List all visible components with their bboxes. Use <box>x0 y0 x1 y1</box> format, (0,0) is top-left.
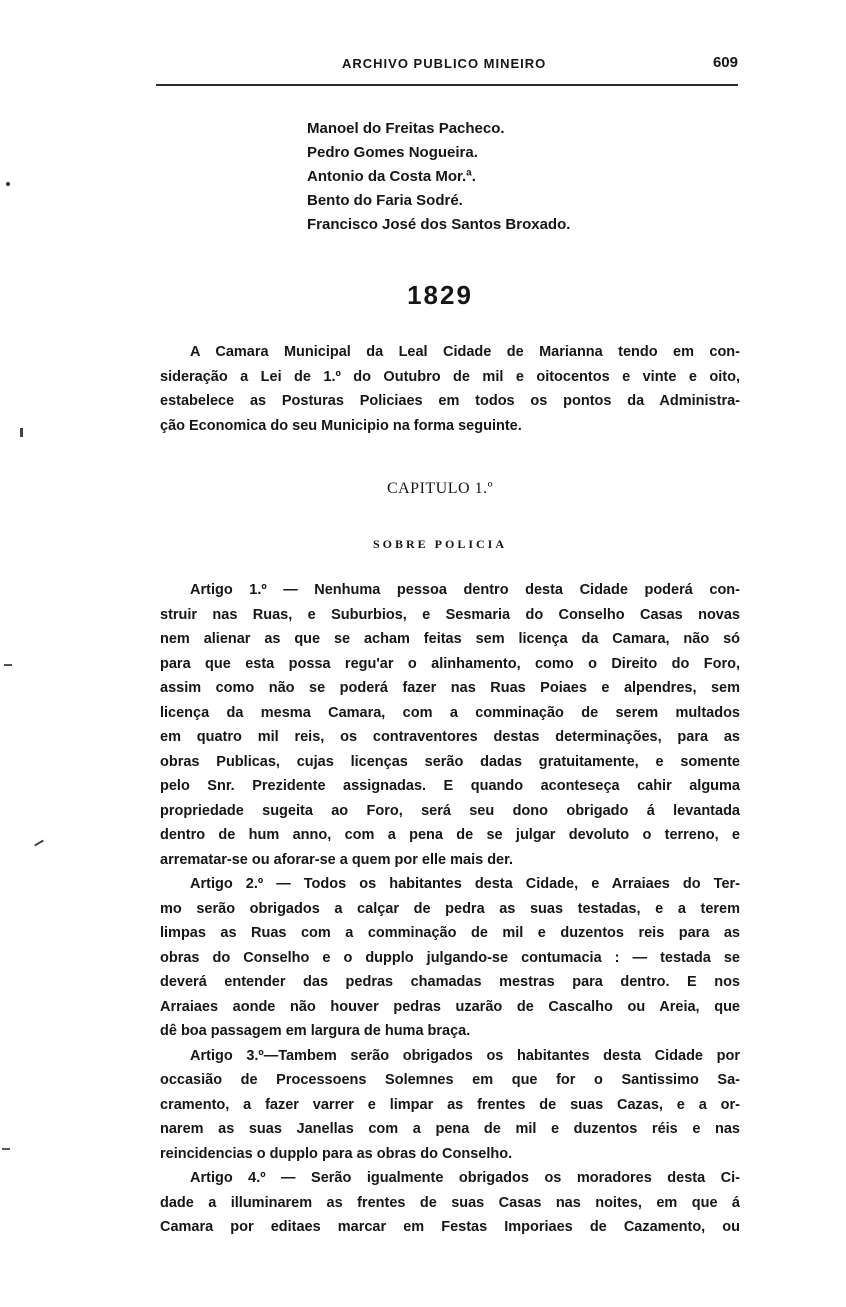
text-line: estabelece as Posturas Policiaes em todos os pontos da Administra- <box>160 393 740 409</box>
text-line: Artigo 4.º — Serão igualmente obrigados os moradores desta Ci- <box>190 1170 740 1186</box>
text-line: propriedade sugeita ao Foro, será seu dono obrigado á levantada <box>160 802 740 819</box>
text-line: reincidencias o dupplo para as obras do Conselho. <box>160 1145 513 1162</box>
text-line: arrematar-se ou aforar-se a quem por elle mais der. <box>160 851 513 868</box>
text-line: assim como não se poderá fazer nas Ruas Poiaes e alpendres, sem <box>160 680 740 696</box>
text-line: obras do Conselho e o dupplo julgando-se contumacia : — testada se <box>160 949 740 966</box>
text-line: deverá entender das pedras chamadas mestras para dentro. E nos <box>160 974 740 990</box>
margin-speck <box>2 1148 10 1150</box>
text-line: occasião de Processoens Solemnes em que for o Santissimo Sa- <box>160 1072 740 1088</box>
text-line: narem as suas Janellas com a pena de mil e duzentos réis e nas <box>160 1121 740 1137</box>
text-line: Camara por editaes marcar em Festas Imporiaes de Cazamento, ou <box>160 1219 740 1235</box>
margin-speck <box>34 840 44 847</box>
text-line: para que esta possa regu'ar o alinhamento, como o Direito do Foro, <box>160 655 740 672</box>
text-line: mo serão obrigados a calçar de pedra as suas testadas, e a terem <box>160 900 740 917</box>
section-subheading: SOBRE POLICIA <box>372 537 508 551</box>
text-line: A Camara Municipal da Leal Cidade de Marianna tendo em con- <box>190 344 740 360</box>
signatory-name: Francisco José dos Santos Broxado. <box>307 216 571 233</box>
text-line: sideração a Lei de 1.º do Outubro de mil e oitocentos e vinte e oito, <box>160 368 740 385</box>
text-line: licença da mesma Camara, com a comminação de serem multados <box>160 704 740 721</box>
chapter-heading: CAPITULO 1.º <box>386 480 494 497</box>
text-line: dê boa passagem em largura de huma braça. <box>160 1023 471 1039</box>
text-line: nem alienar as que se acham feitas sem licença da Camara, não só <box>160 631 740 647</box>
text-line: Artigo 2.º — Todos os habitantes desta Cidade, e Arraiaes do Ter- <box>190 876 740 892</box>
text-line: struir nas Ruas, e Suburbios, e Sesmaria do Conselho Casas novas <box>160 606 740 623</box>
year-heading: 1829 <box>407 280 473 310</box>
running-header <box>156 54 740 80</box>
text-line: Arraiaes aonde não houver pedras uzarão de Cascalho ou Areia, que <box>160 998 740 1015</box>
text-line: em quatro mil reis, os contraventores destas determinações, para as <box>160 729 740 745</box>
text-line: dade a illuminarem as frentes de suas Casas nas noites, em que á <box>160 1194 740 1211</box>
text-line: cramento, a fazer varrer e limpar as frentes de suas Cazas, e a or- <box>160 1096 740 1113</box>
text-line: Artigo 3.º—Tambem serão obrigados os habitantes desta Cidade por <box>190 1047 740 1064</box>
signatory-name: Antonio da Costa Mor.ª. <box>307 168 476 185</box>
signatory-name: Pedro Gomes Nogueira. <box>307 144 478 161</box>
text-line: limpas as Ruas com a comminação de mil e duzentos reis para as <box>160 925 740 941</box>
signatory-list <box>307 117 727 237</box>
margin-speck <box>6 182 10 186</box>
text-line: obras Publicas, cujas licenças serão dadas gratuitamente, e somente <box>160 753 740 770</box>
text-line: Artigo 1.º — Nenhuma pessoa dentro desta Cidade poderá con- <box>190 582 740 598</box>
signatory-name: Bento do Faria Sodré. <box>307 192 463 209</box>
text-line: dentro de hum anno, com a pena de se julgar devoluto o terreno, e <box>160 827 740 843</box>
text-line: ção Economica do seu Municipio na forma seguinte. <box>160 417 522 434</box>
text-line: pelo Snr. Prezidente assignadas. E quando aconteseça cahir alguma <box>160 778 740 794</box>
margin-speck <box>20 428 23 437</box>
articles-body <box>160 578 740 1240</box>
header-title: ARCHIVO PUBLICO MINEIRO <box>342 56 547 71</box>
margin-speck <box>4 664 12 666</box>
page-number: 609 <box>712 54 738 71</box>
signatory-name: Manoel do Freitas Pacheco. <box>307 120 505 137</box>
header-rule <box>156 84 738 86</box>
intro-paragraph <box>160 340 740 438</box>
